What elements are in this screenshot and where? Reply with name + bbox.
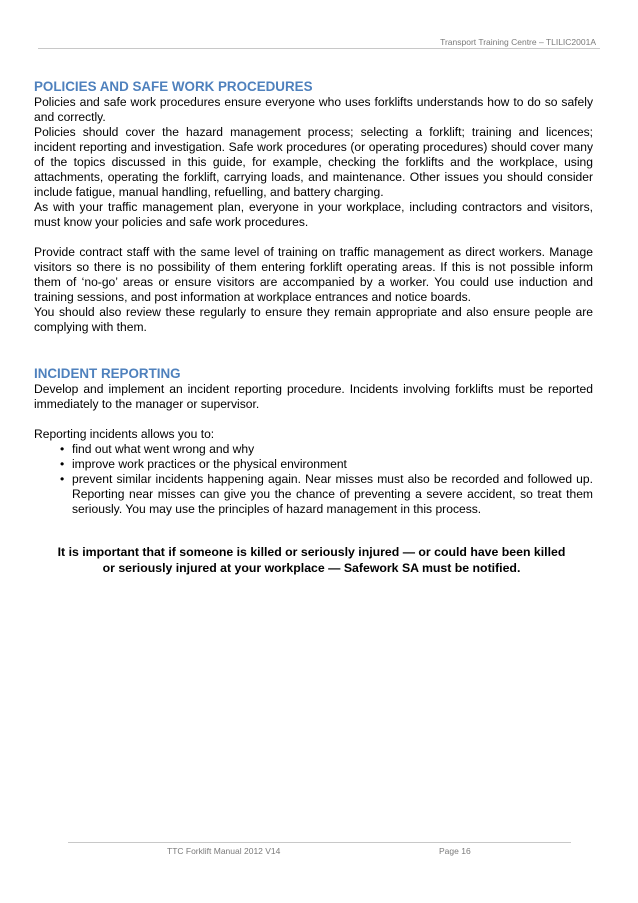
bullet-icon: •: [60, 442, 65, 456]
important-notice: [34, 544, 593, 576]
bullet-icon: •: [60, 457, 65, 471]
paragraph: You should also review these regularly to ensure they remain appropriate and also ensure people are complying with them.: [34, 305, 593, 334]
footer-divider: [68, 842, 571, 843]
paragraph: Policies should cover the hazard management process; selecting a forklift; training and licences; incident reporting and investigation. Safe work procedures (or operating procedures) should cover many of the topics discussed in this guide, for example, checking the forklifts and the workplace, using attachments, operating the forklift, carrying loads, and maintenance. Other issues you should consider include fatigue, manual handling, refuelling, and battery charging.: [34, 125, 593, 199]
paragraph: As with your traffic management plan, everyone in your workplace, including contractors and visitors, must know your policies and safe work procedures.: [34, 200, 593, 229]
list-item: • find out what went wrong and why: [60, 442, 255, 456]
paragraph: Develop and implement an incident reporting procedure. Incidents involving forklifts must be reported immediately to the manager or supervisor.: [34, 382, 593, 411]
paragraph: Policies and safe work procedures ensure everyone who uses forklifts understands how to do so safely and correctly.: [34, 95, 593, 124]
list-intro: Reporting incidents allows you to:: [34, 427, 215, 441]
list-item: • improve work practices or the physical environment: [60, 457, 347, 471]
footer-page-number: Page 16: [439, 846, 471, 856]
page-body: [34, 78, 593, 576]
page-header: Transport Training Centre – TLILIC2001A: [440, 37, 596, 47]
section-title-incident-reporting: INCIDENT REPORTING: [34, 366, 181, 381]
header-divider: [38, 48, 600, 49]
section-title-policies: POLICIES AND SAFE WORK PROCEDURES: [34, 79, 313, 94]
list-item: • prevent similar incidents happening again. Near misses must also be recorded and followed up. Reporting near misses can give you the chance of preventing a severe accident, so treat them seriously. You may use the principles of hazard management in this process.: [60, 472, 593, 516]
paragraph: Provide contract staff with the same level of training on traffic management as direct workers. Manage visitors so there is no possibility of them entering forklift operating areas. If this is not possible inform them of ‘no-go’ areas or ensure visitors are accompanied by a worker. You could use induction and training sessions, and post information at workplace entrances and notice boards.: [34, 245, 593, 304]
notice-line: or seriously injured at your workplace — Safework SA must be notified.: [102, 561, 521, 575]
notice-line: It is important that if someone is killed or seriously injured — or could have been killed: [57, 545, 566, 559]
footer-manual-title: TTC Forklift Manual 2012 V14: [167, 846, 281, 856]
bullet-icon: •: [60, 472, 65, 486]
bullet-list: [34, 442, 593, 517]
